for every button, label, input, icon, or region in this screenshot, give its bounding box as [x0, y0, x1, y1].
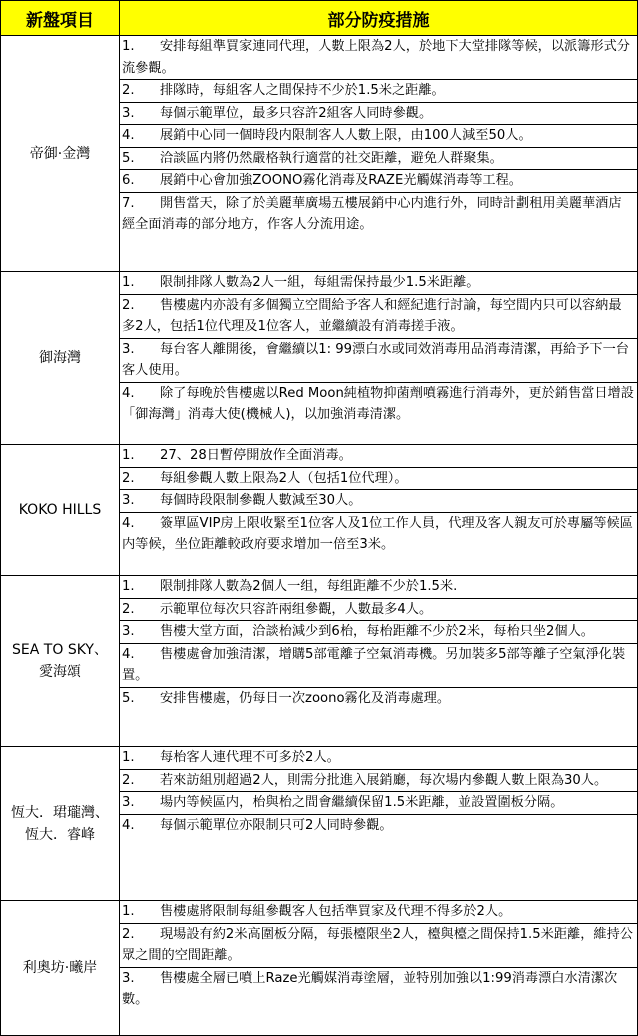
table-body: [1, 36, 638, 1036]
measure-item: [120, 383, 637, 426]
measure-item: [120, 815, 637, 837]
measure-item: [120, 80, 637, 103]
measure-number: 4.: [122, 646, 135, 662]
header-measures: 部分防疫措施: [120, 1, 638, 36]
project-name-line: 利奧坊·曦岸: [22, 960, 98, 976]
measure-text: 售樓大堂方面，洽談枱減少到6枱，每枱距離不少於2米，每枱只坐2個人。: [160, 624, 594, 639]
project-name: [1, 747, 120, 901]
header-project: 新盤項目: [1, 1, 120, 36]
project-name: [1, 445, 120, 576]
measure-text: 洽談區内將仍然嚴格執行適當的社交距離，避免人群聚集。: [160, 150, 503, 166]
measure-item: [120, 644, 637, 688]
measures-cell: [120, 901, 638, 1036]
measure-item: [120, 339, 637, 383]
measure-text: 開售當天，除了於美麗華廣場五樓展銷中心内進行外，同時計劃租用美麗華酒店經全面消毒的部分地方，作客人分流用途。: [122, 195, 622, 232]
measure-number: 4.: [122, 385, 135, 401]
measure-number: 2.: [122, 83, 135, 98]
measure-number: 3.: [122, 795, 135, 810]
measure-text: 安排售樓處，仍每日一次zoono霧化及消毒處理。: [160, 690, 451, 706]
measure-number: 4.: [122, 817, 135, 833]
measures-cell: [120, 576, 638, 747]
project-name-line: SEA TO SKY、: [12, 642, 108, 658]
measure-item: [120, 576, 637, 599]
measure-item: [120, 445, 637, 468]
measure-item: [120, 968, 637, 1011]
measure-item: [120, 792, 637, 815]
project-name: [1, 901, 120, 1036]
measure-item: [120, 103, 637, 126]
measure-item: [120, 747, 637, 770]
measure-number: 2.: [122, 601, 135, 617]
measure-text: 示範單位每次只容許兩组參觀，人數最多4人。: [160, 601, 433, 617]
measure-text: 排隊時，每組客人之間保持不少於1.5米之距離。: [160, 83, 445, 98]
project-name-line: 帝御·金灣: [29, 145, 91, 162]
measure-text: 限制排隊人數為2個人一组，每组距離不少於1.5米.: [160, 579, 458, 594]
measure-item: [120, 148, 637, 171]
measure-number: 2.: [122, 297, 135, 313]
measure-number: 4.: [122, 515, 135, 531]
measures-cell: [120, 272, 638, 445]
measure-text: 售樓處會加強清潔，增購5部電離子空氣消毒機。另加裝多5部等離子空氣淨化裝置。: [122, 646, 626, 683]
measure-item: [120, 272, 637, 295]
measure-text: 除了每晚於售樓處以Red Moon純植物抑菌劑噴霧進行消毒外，更於銷售當日增設「御海灣」消毒大使(機械人)，以加強消毒清潔。: [122, 385, 634, 422]
project-name-line: 恆大．珺瓏灣、: [11, 804, 109, 821]
measure-text: 每個時段限制參觀人數減至30人。: [160, 493, 362, 508]
measure-number: 7.: [122, 195, 135, 211]
measure-number: 2.: [122, 470, 135, 486]
measure-number: 1.: [122, 904, 135, 919]
measure-text: 安排每組準買家連同代理，人數上限為2人，於地下大堂排隊等候，以派籌形式分流參觀。: [122, 39, 630, 76]
measure-number: 1.: [122, 579, 135, 594]
table-row: [1, 445, 638, 576]
measure-text: 展銷中心會加強ZOONO霧化消毒及RAZE光觸媒消毒等工程。: [160, 173, 522, 188]
project-name-line: KOKO HILLS: [18, 502, 102, 518]
measure-text: 售樓處將限制每組參觀客人包括準買家及代理不得多於2人。: [160, 904, 512, 919]
project-name-line: 愛海頌: [39, 664, 81, 680]
measure-number: 3.: [122, 493, 135, 508]
measure-number: 2.: [122, 772, 135, 788]
project-name-line: 御海灣: [39, 350, 81, 366]
table-row: [1, 36, 638, 272]
measure-item: [120, 125, 637, 148]
measure-text: 每組參觀人數上限為2人（包括1位代理）。: [160, 470, 408, 486]
measure-number: 5.: [122, 150, 135, 166]
measures-cell: [120, 747, 638, 901]
project-name: [1, 576, 120, 747]
measure-number: 3.: [122, 970, 135, 986]
measure-text: 每台客人離開後，會繼續以1: 99漂白水或同效消毒用品消毒清潔，再給予下一台客人使用。: [122, 341, 629, 378]
measure-text: 展銷中心同一個時段内限制客人人數上限，由100人減至50人。: [160, 128, 532, 143]
measure-item: [120, 468, 637, 491]
measure-text: 場内等候區内，枱與枱之間會繼續保留1.5米距離，並設置圍板分隔。: [160, 795, 564, 810]
measure-text: 每個示範單位，最多只容許2組客人同時參觀。: [160, 105, 433, 121]
table-row: [1, 747, 638, 901]
measure-number: 1.: [122, 448, 135, 463]
measures-cell: [120, 36, 638, 272]
project-name: [1, 272, 120, 445]
measure-item: [120, 36, 637, 80]
measure-number: 1.: [122, 750, 135, 765]
measure-item: [120, 490, 637, 513]
measure-item: [120, 193, 637, 236]
measure-text: 每枱客人連代理不可多於2人。: [160, 750, 340, 765]
measure-number: 1.: [122, 39, 135, 54]
table-row: [1, 901, 638, 1036]
measure-text: 若來訪組別超過2人，則需分批進入展銷廳，每次場内參觀人數上限為30人。: [160, 772, 608, 788]
table-row: [1, 272, 638, 445]
measure-text: 27、28日暫停開放作全面消毒。: [160, 448, 352, 463]
measure-text: 每個示範單位亦限制只可2人同時參觀。: [160, 817, 393, 833]
measure-text: 售樓處内亦設有多個獨立空間給予客人和經紀進行討論，每空間内只可以容納最多2人，包括1位代理及1位客人，並繼續設有消毒搓手液。: [122, 297, 622, 334]
measure-item: [120, 770, 637, 793]
table-row: [1, 576, 638, 747]
measure-number: 6.: [122, 173, 135, 188]
measure-text: 現場設有約2米高圍板分隔，每張檯限坐2人，檯與檯之間保持1.5米距離，維持公眾之間的空間距離。: [122, 926, 633, 963]
measure-item: [120, 513, 637, 556]
measure-text: 限制排隊人數為2人一組，每組需保持最少1.5米距離。: [160, 275, 480, 290]
measure-item: [120, 170, 637, 193]
project-name-line: 恆大．睿峰: [25, 826, 95, 843]
measure-text: 簽單區VIP房上限收緊至1位客人及1位工作人員，代理及客人親友可於專屬等候區内等候，坐位距離較政府要求增加一倍至3米。: [122, 515, 633, 552]
measure-item: [120, 901, 637, 924]
measures-cell: [120, 445, 638, 576]
measure-item: [120, 599, 637, 622]
measure-item: [120, 295, 637, 339]
measure-number: 4.: [122, 128, 135, 143]
measure-item: [120, 924, 637, 968]
measure-number: 5.: [122, 690, 135, 706]
header-row: [1, 1, 638, 36]
measure-number: 3.: [122, 105, 135, 121]
measure-number: 1.: [122, 275, 135, 290]
project-name: [1, 36, 120, 272]
measure-number: 3.: [122, 624, 135, 639]
measure-number: 3.: [122, 341, 135, 357]
measure-text: 售樓處全層已噴上Raze光觸媒消毒塗層，並特別加強以1:99消毒漂白水清潔次數。: [122, 970, 618, 1007]
measure-number: 2.: [122, 926, 135, 942]
measure-item: [120, 621, 637, 644]
measure-item: [120, 688, 637, 710]
